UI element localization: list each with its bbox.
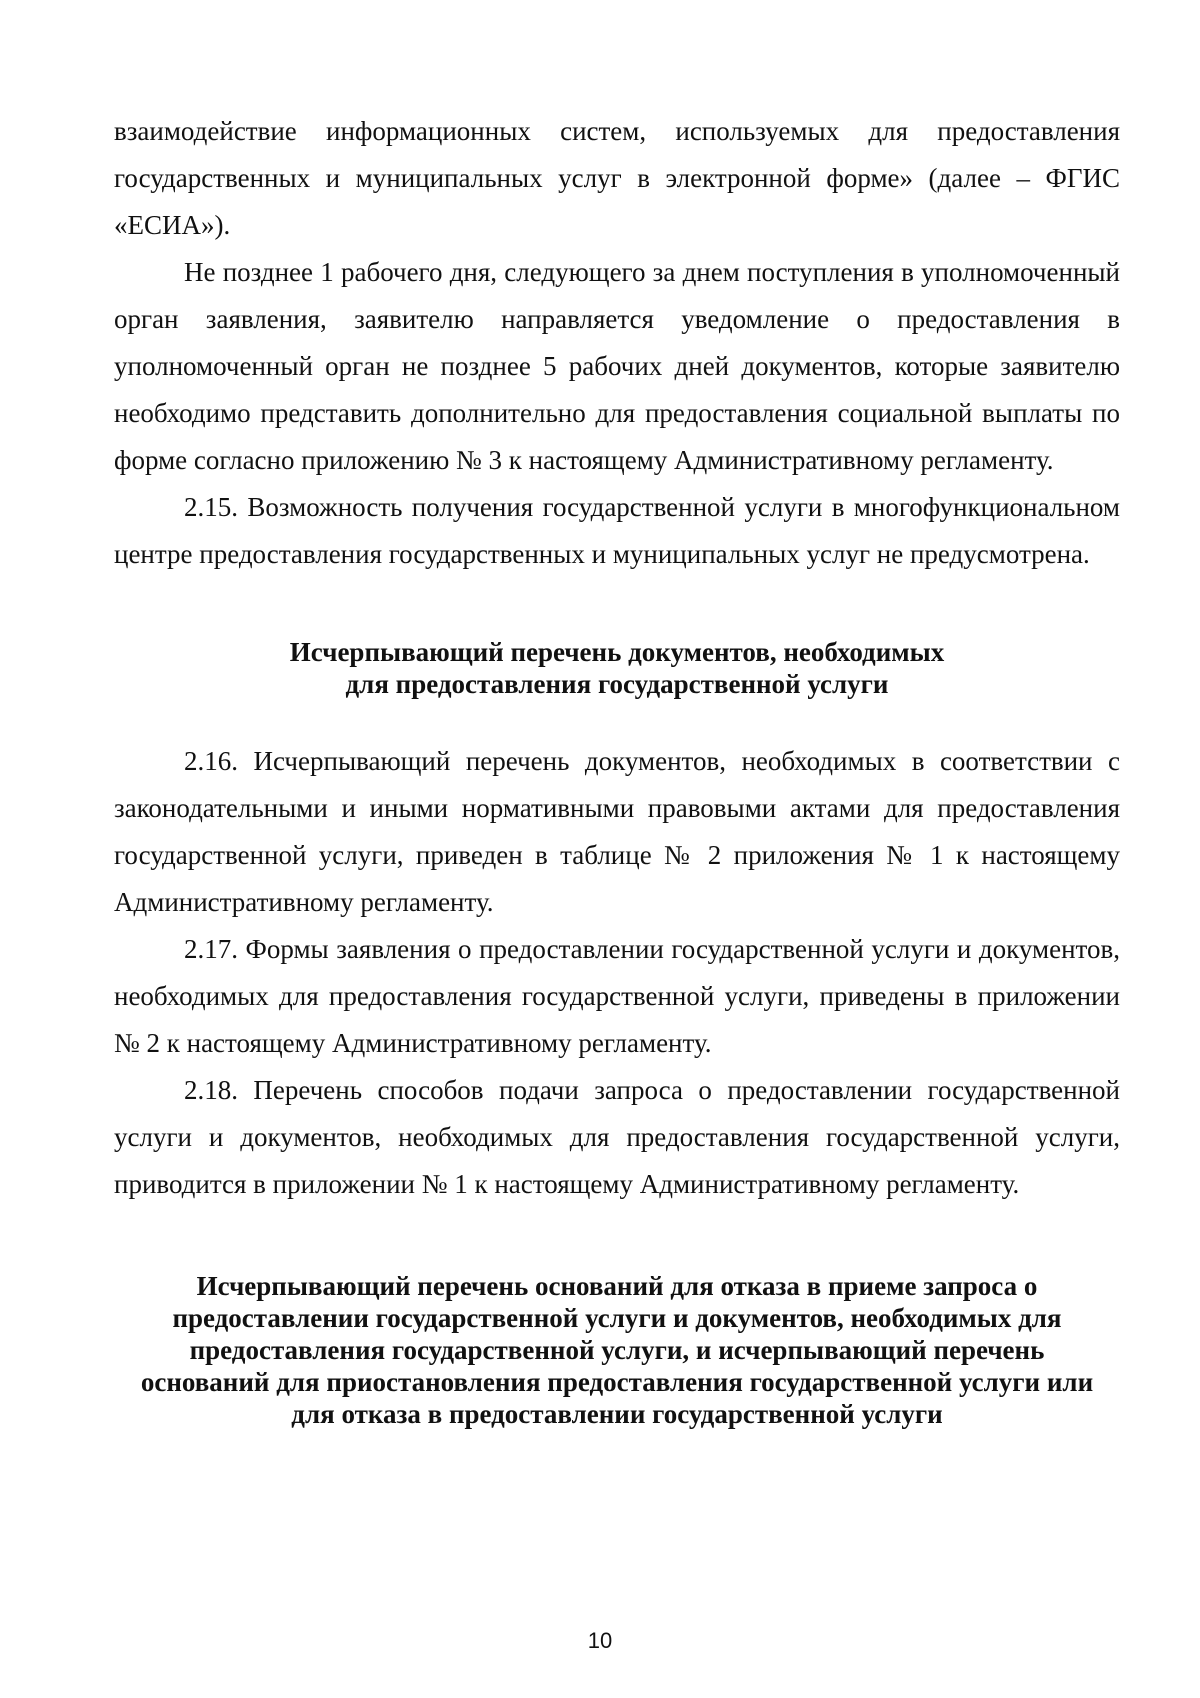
paragraph-esia-continuation: взаимодействие информационных систем, используемых для предоставления государственных и муниципальных услуг в электронной форме» (далее – ФГИС «ЕСИА»). bbox=[114, 116, 1120, 240]
paragraph-2-18: 2.18. Перечень способов подачи запроса о предоставлении государственной услуги и документов, необходимых для предоставления государственной услуги, приводится в приложении № 1 к настоящему Административному регламенту. bbox=[114, 1075, 1120, 1199]
paragraph-2-15: 2.15. Возможность получения государственной услуги в многофункциональном центре предоставления государственных и муниципальных услуг не предусмотрена. bbox=[114, 492, 1120, 569]
section-heading-documents bbox=[114, 636, 1120, 700]
document-page bbox=[114, 108, 1120, 1430]
paragraph-2-16: 2.16. Исчерпывающий перечень документов, необходимых в соответствии с законодательными и иными нормативными правовыми актами для предоставления государственной услуги, приведен в таблице № 2 приложения № 1 к настоящему Административному регламенту. bbox=[114, 746, 1120, 917]
paragraph-notification-deadline: Не позднее 1 рабочего дня, следующего за днем поступления в уполномоченный орган заявления, заявителю направляется уведомление о предоставления в уполномоченный орган не позднее 5 рабочих дней документов, которые заявителю необходимо представить дополнительно для предоставления социальной выплаты по форме согласно приложению № 3 к настоящему Административному регламенту. bbox=[114, 257, 1120, 475]
heading-line: оснований для приостановления предоставления государственной услуги или bbox=[140, 1367, 1094, 1397]
heading-line: для предоставления государственной услуги bbox=[345, 669, 889, 699]
page-number: 10 bbox=[587, 1628, 613, 1653]
heading-line: Исчерпывающий перечень документов, необходимых bbox=[289, 637, 945, 667]
section-heading-refusal-grounds bbox=[114, 1270, 1120, 1430]
heading-line: Исчерпывающий перечень оснований для отказа в приеме запроса о bbox=[196, 1271, 1038, 1301]
paragraph-2-17: 2.17. Формы заявления о предоставлении государственной услуги и документов, необходимых для предоставления государственной услуги, приведены в приложении № 2 к настоящему Административному регламенту. bbox=[114, 934, 1120, 1058]
heading-line: для отказа в предоставлении государственной услуги bbox=[291, 1399, 943, 1429]
heading-line: предоставлении государственной услуги и документов, необходимых для bbox=[172, 1303, 1062, 1333]
heading-line: предоставления государственной услуги, и исчерпывающий перечень bbox=[189, 1335, 1045, 1365]
